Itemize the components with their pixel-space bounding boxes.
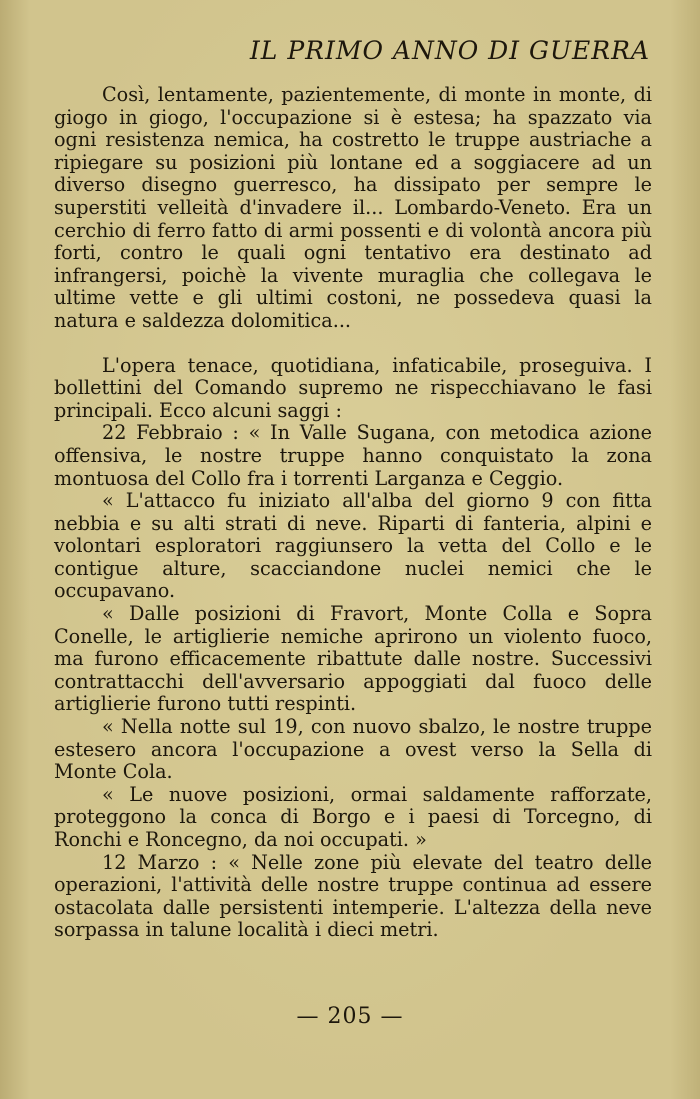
running-header: IL PRIMO ANNO DI GUERRA — [249, 36, 650, 65]
section-break — [54, 333, 652, 355]
bulletin-entry: 12 Marzo : « Nelle zone più elevate del teatro delle operazioni, l'attività delle nostre truppe continua ad essere ostacolata dalle persistenti intemperie. L'altezza della neve sorpassa in talune località i dieci metri. — [54, 850, 652, 942]
paragraph: L'opera tenace, quotidiana, infaticabile, proseguiva. I bollettini del Comando supremo ne rispecchiavano le fasi principali. Ecco alcuni saggi : — [54, 353, 652, 422]
bulletin-paragraph: « L'attacco fu iniziato all'alba del giorno 9 con fitta nebbia e su alti strati di neve. Riparti di fanteria, alpini e volontari esploratori raggiunsero la vetta del Collo e le contigue alture, scacciandone nuclei nemici che le occupavano. — [54, 489, 652, 603]
paragraph: Così, lentamente, pazientemente, di monte in monte, di giogo in giogo, l'occupazione si è estesa; ha spazzato via ogni resistenza nemica, ha costretto le truppe austriache a ripiegare su posizioni più lontane ed a soggiacere ad un diverso disegno guerresco, ha dissipato per sempre le superstiti velleità d'invadere il... Lombardo-Veneto. Era un cerchio di ferro fatto di armi possenti e di volontà ancora più forti, contro le quali ogni tentativo era destinato ad infrangersi, poichè la vivente muraglia che collegava le ultime vette e gli ultimi costoni, ne possedeva quasi la natura e saldezza dolomitica... — [54, 83, 652, 332]
bulletin-paragraph: « Dalle posizioni di Fravort, Monte Colla e Sopra Conelle, le artiglierie nemiche aprirono un violento fuoco, ma furono efficacemente ribattute dalle nostre. Successivi contrattacchi dell'avversario appoggiati dal fuoco delle artiglierie furono tutti respinti. — [54, 602, 652, 716]
page-body — [54, 84, 652, 942]
page-number: — 205 — — [296, 1004, 404, 1029]
bulletin-paragraph: « Nella notte sul 19, con nuovo sbalzo, le nostre truppe estesero ancora l'occupazione a ovest verso la Sella di Monte Cola. — [54, 715, 652, 784]
bulletin-entry: 22 Febbraio : « In Valle Sugana, con metodica azione offensiva, le nostre truppe hanno conquistato la zona montuosa del Collo fra i torrenti Larganza e Ceggio. — [54, 421, 652, 490]
bulletin-paragraph: « Le nuove posizioni, ormai saldamente rafforzate, proteggono la conca di Borgo e i paesi di Torcegno, di Ronchi e Roncegno, da noi occupati. » — [54, 782, 652, 851]
